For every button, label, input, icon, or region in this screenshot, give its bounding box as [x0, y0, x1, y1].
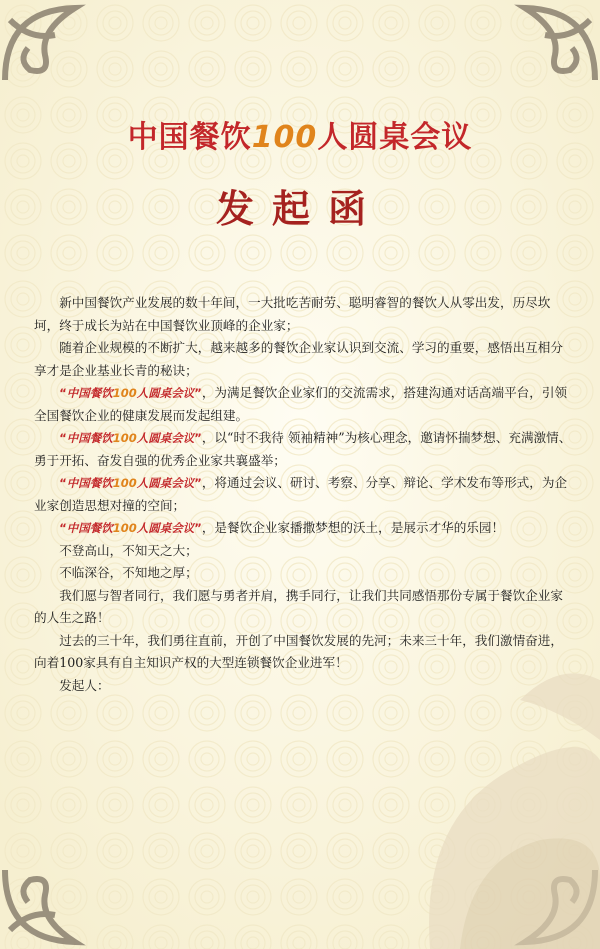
page-title: 发起函	[215, 186, 384, 231]
paragraph-6: “中国餐饮100人圆桌会议”，是餐饮企业家播撒梦想的沃土，是展示才华的乐园！	[59, 520, 505, 535]
logo-prefix: 中国餐饮	[127, 120, 252, 155]
paragraph-10: 过去的三十年，我们勇往直前，开创了中国餐饮发展的先河；未来三十年，我们激情奋进，向着100家具有自主知识产权的大型连锁餐饮企业进军！	[34, 632, 563, 670]
conference-logo	[0, 112, 600, 156]
signer-label: 发起人：	[59, 677, 110, 693]
inline-logo: “中国餐饮100人圆桌会议”	[59, 431, 202, 445]
paragraph-9: 我们愿与智者同行，我们愿与勇者并肩，携手同行，让我们共同感悟那份专属于餐饮企业家的人生之路！	[34, 587, 563, 625]
paragraph-7: 不登高山，不知天之大；	[59, 542, 198, 558]
paragraph-8: 不临深谷，不知地之厚；	[59, 565, 198, 580]
inline-logo: “中国餐饮100人圆桌会议”	[59, 521, 202, 535]
logo-suffix: 人圆桌会议	[317, 120, 473, 155]
paragraph-4: “中国餐饮100人圆桌会议”，以“时不我待 领袖精神”为核心理念，邀请怀揣梦想、充满激情、勇于开拓、奋发自强的优秀企业家共襄盛举；	[34, 430, 572, 468]
logo-number: 100	[251, 120, 318, 155]
paragraph-1: 新中国餐饮产业发展的数十年间，一大批吃苦耐劳、聪明睿智的餐饮人从零出发，历尽坎坷，终于成长为站在中国餐饮业顶峰的企业家；	[34, 295, 551, 333]
inline-logo: “中国餐饮100人圆桌会议”	[59, 476, 202, 490]
paragraph-5: “中国餐饮100人圆桌会议”，将通过会议、研讨、考察、分享、辩论、学术发布等形式，为企业家创造思想对撞的空间；	[34, 475, 568, 513]
paragraph-2: 随着企业规模的不断扩大，越来越多的餐饮企业家认识到交流、学习的重要，感悟出互相分享才是企业基业长青的秘诀；	[34, 340, 563, 378]
paragraph-3: “中国餐饮100人圆桌会议”，为满足餐饮企业家们的交流需求，搭建沟通对话高端平台，引领全国餐饮企业的健康发展而发起组建。	[34, 385, 568, 423]
inline-logo: “中国餐饮100人圆桌会议”	[59, 386, 202, 400]
letter-body	[34, 292, 574, 697]
